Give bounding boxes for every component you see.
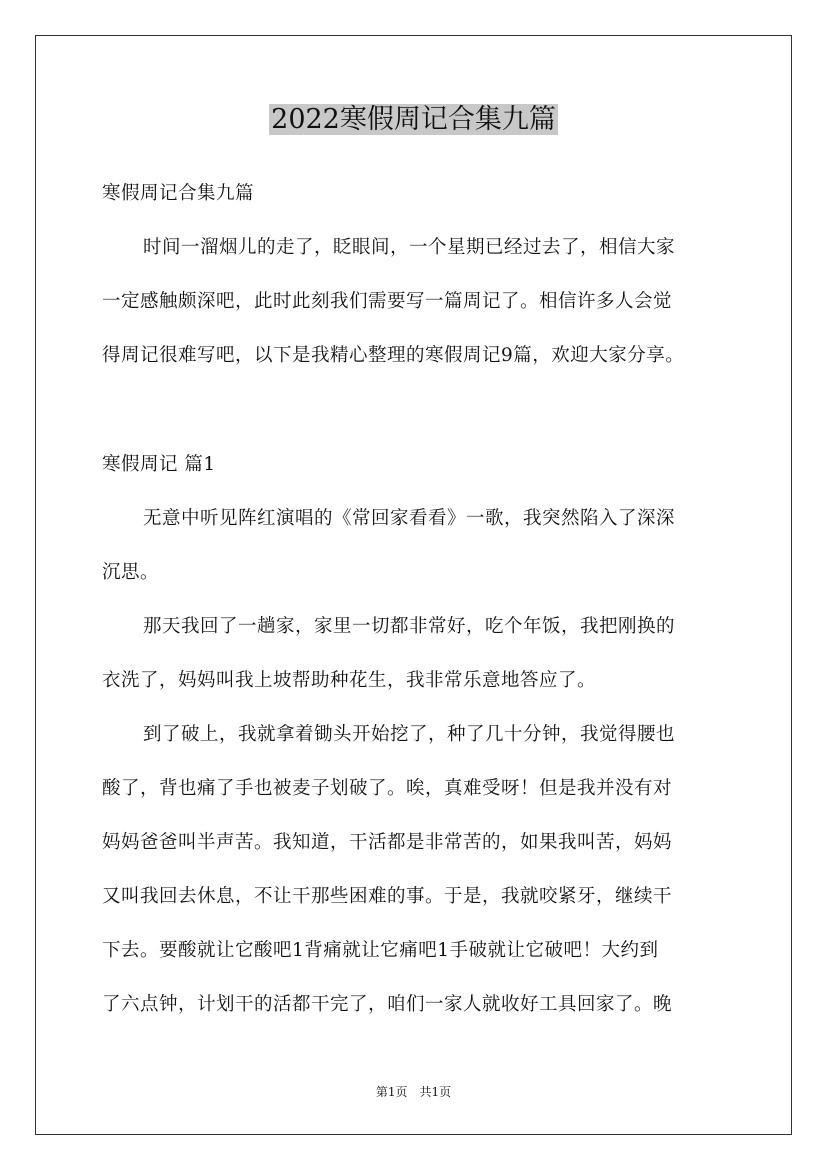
section-line-10: 了六点钟，计划干的活都干完了，咱们一家人就收好工具回家了。晚: [102, 994, 673, 1015]
section-heading: 寒假周记 篇1: [102, 454, 216, 475]
section-line-8: 又叫我回去休息，不让干那些困难的事。于是，我就咬紧牙，继续干: [102, 886, 673, 907]
intro-line-2: 一定感触颇深吧，此时此刻我们需要写一篇周记了。相信许多人会觉: [102, 291, 673, 312]
section-line-1: 无意中听见阵红演唱的《常回家看看》一歌，我突然陷入了深深: [143, 508, 676, 529]
section-line-7: 妈妈爸爸叫半声苦。我知道，干活都是非常苦的，如果我叫苦，妈妈: [102, 832, 673, 853]
section-line-2: 沉思。: [102, 562, 160, 583]
subtitle-line: 寒假周记合集九篇: [102, 183, 255, 204]
section-line-9: 下去。要酸就让它酸吧1背痛就让它痛吧1手破就让它破吧！大约到: [102, 940, 659, 961]
intro-line-1: 时间一溜烟儿的走了，眨眼间，一个星期已经过去了，相信大家: [143, 237, 676, 258]
section-line-5: 到了破上，我就拿着锄头开始挖了，种了几十分钟，我觉得腰也: [143, 724, 676, 745]
section-line-4: 衣洗了，妈妈叫我上坡帮助种花生，我非常乐意地答应了。: [102, 670, 597, 691]
document-title: 2022寒假周记合集九篇: [271, 104, 556, 135]
intro-line-3: 得周记很难写吧，以下是我精心整理的寒假周记9篇，欢迎大家分享。: [102, 345, 685, 366]
section-line-3: 那天我回了一趟家，家里一切都非常好，吃个年饭，我把刚换的: [143, 616, 676, 637]
page-number: 第1页 共1页: [375, 1085, 452, 1099]
section-line-6: 酸了，背也痛了手也被麦子划破了。唉，真难受呀！但是我并没有对: [102, 778, 673, 799]
